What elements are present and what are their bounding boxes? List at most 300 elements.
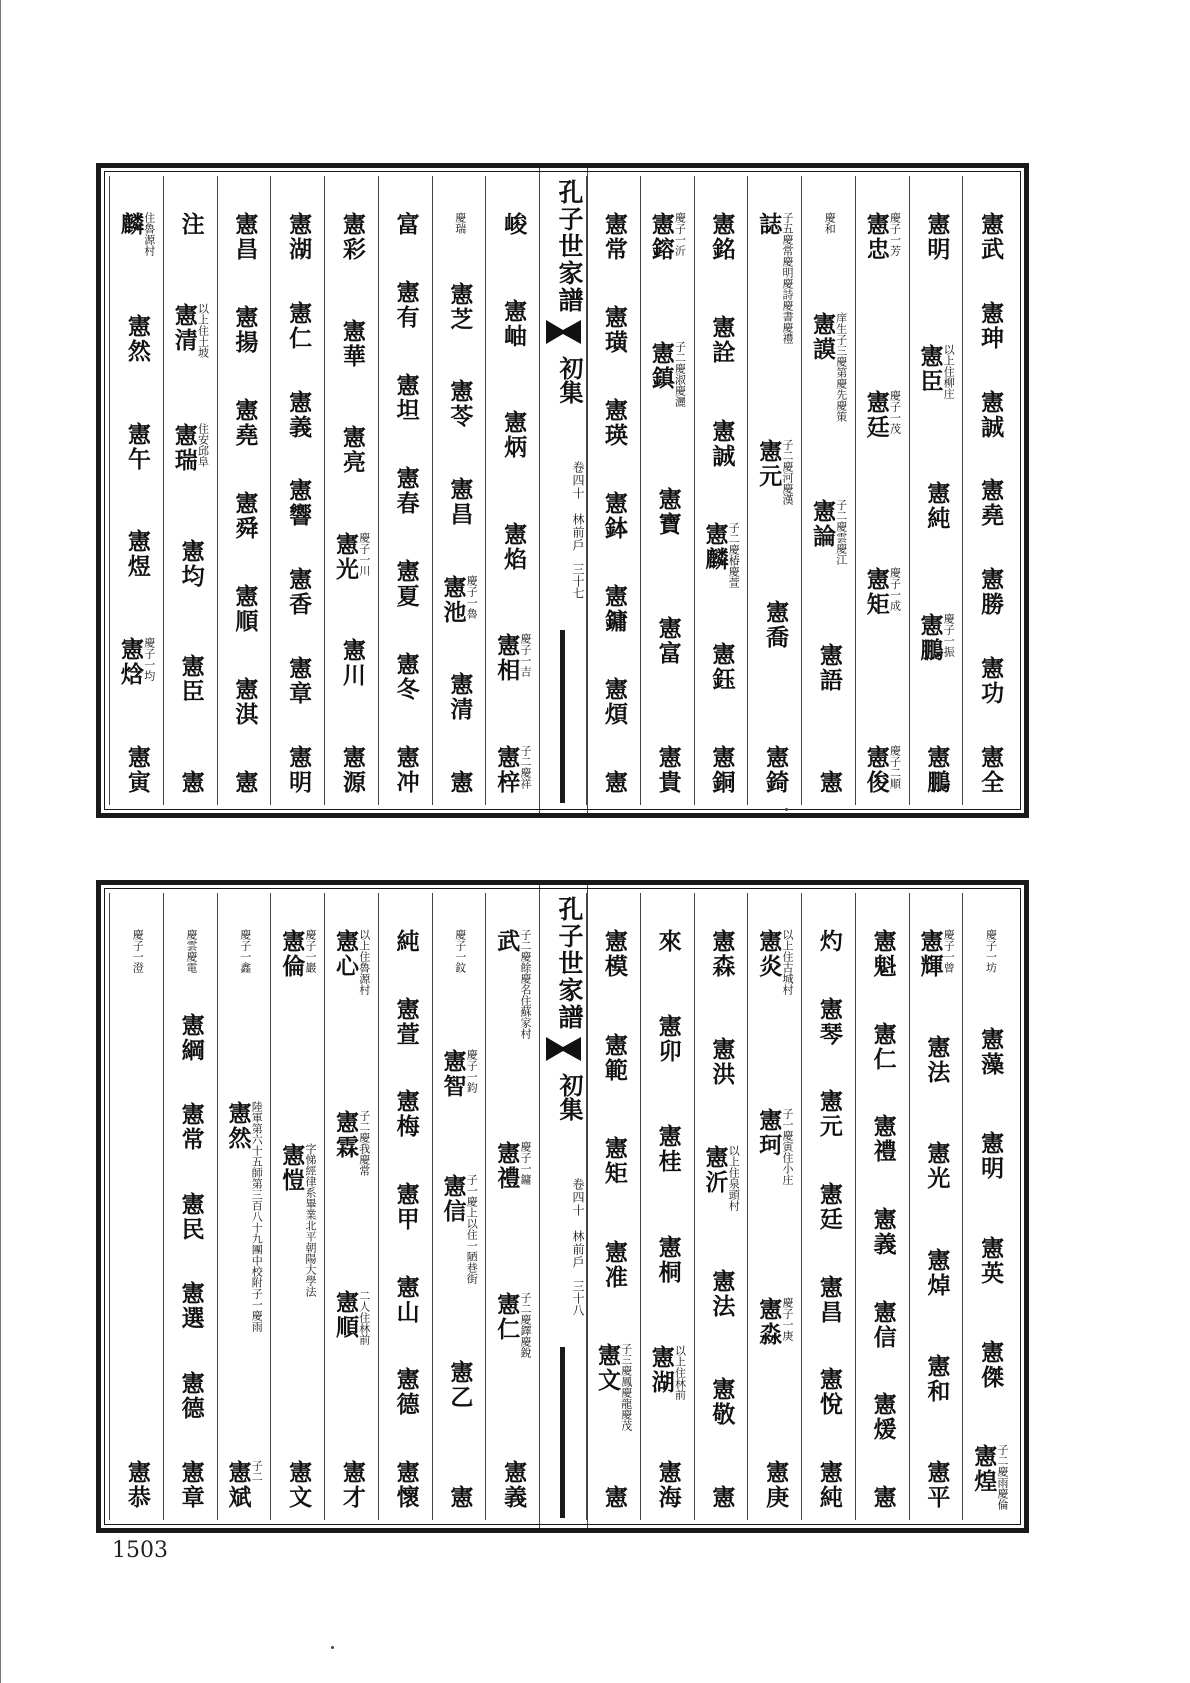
- person-name: 憲錡: [762, 745, 789, 795]
- person-name: 灼: [815, 929, 842, 954]
- register-column: [640, 893, 694, 1520]
- person-name: 憲倫: [278, 929, 305, 979]
- genealogy-entry: [871, 1022, 894, 1072]
- column-entries: [802, 929, 855, 1510]
- genealogy-entry: [649, 1345, 686, 1400]
- genealogy-entry: [602, 1240, 625, 1290]
- genealogy-entry: [923, 1353, 950, 1404]
- register-column: [378, 893, 432, 1520]
- genealogy-entry: [756, 1108, 793, 1185]
- person-name: 憲甲: [392, 1181, 419, 1232]
- person-name: 憲心: [332, 929, 359, 979]
- page-number: 三十七: [571, 563, 585, 599]
- genealogy-entry: [394, 466, 417, 516]
- register-column: [324, 176, 378, 805]
- column-entries: [218, 212, 271, 795]
- genealogy-entry: [656, 1235, 679, 1285]
- person-name: 憲庚: [762, 1459, 789, 1510]
- annotation-note: 慶子一川: [357, 531, 371, 576]
- column-entries: [748, 929, 801, 1510]
- person-name: 憲藻: [977, 1027, 1004, 1078]
- person-name: 憲: [600, 770, 627, 795]
- column-entries: [164, 212, 217, 795]
- person-name: 憲昌: [231, 212, 258, 262]
- right-half: [586, 893, 1016, 1520]
- genealogy-entry: [817, 1089, 840, 1139]
- center-margin: [539, 885, 588, 1528]
- column-entries: [110, 212, 163, 795]
- genealogy-entry: [708, 744, 735, 795]
- genealogy-entry: [602, 1485, 625, 1510]
- person-name: 憲麟: [701, 522, 728, 573]
- genealogy-entry: [231, 584, 258, 634]
- genealogy-entry: [871, 1392, 894, 1442]
- genealogy-entry: [918, 929, 955, 979]
- genealogy-entry: [441, 575, 478, 625]
- person-name: 憲然: [123, 313, 150, 364]
- genealogy-entry: [595, 1343, 632, 1431]
- person-name: 憲禮: [869, 1114, 896, 1165]
- genealogy-entry: [708, 1485, 735, 1510]
- genealogy-entry: [708, 1037, 735, 1087]
- person-name: 憲准: [600, 1239, 627, 1290]
- genealogy-entry: [762, 600, 789, 650]
- person-name: 憲銅: [708, 744, 735, 795]
- genealogy-entry: [237, 929, 251, 973]
- genealogy-entry: [656, 616, 679, 666]
- genealogy-entry: [977, 300, 1004, 351]
- genealogy-entry: [340, 745, 363, 795]
- person-name: 憲語: [815, 642, 842, 693]
- person-name: 憲鏞: [600, 584, 627, 634]
- person-name: 憲章: [285, 656, 312, 707]
- genealogy-entry: [333, 1110, 370, 1176]
- person-name: 麟: [117, 212, 144, 237]
- folio-number: 1503: [112, 1538, 168, 1563]
- annotation-note: 慶子一振: [942, 613, 956, 657]
- genealogy-entry: [918, 613, 955, 663]
- genealogy-entry: [923, 1247, 950, 1298]
- person-name: 憲純: [815, 1459, 842, 1510]
- genealogy-entry: [756, 212, 793, 344]
- person-name: 憲常: [177, 1102, 204, 1152]
- person-name: 憲揚: [231, 305, 258, 355]
- annotation-note: 慶子一吉: [518, 633, 532, 678]
- person-name: 憲俊: [862, 744, 889, 795]
- genealogy-entry: [179, 1371, 202, 1421]
- person-name: 憲湖: [647, 1344, 674, 1395]
- person-name: 憲淇: [231, 677, 258, 727]
- genealogy-entry: [279, 929, 316, 979]
- person-name: 憲傑: [977, 1339, 1004, 1390]
- genealogy-entry: [977, 1027, 1004, 1078]
- genealogy-entry: [179, 1102, 202, 1152]
- person-name: 憲沂: [701, 1145, 728, 1195]
- column-entries: [856, 212, 909, 795]
- genealogy-entry: [923, 481, 950, 531]
- person-name: 憲: [446, 769, 473, 795]
- genealogy-entry: [918, 344, 955, 399]
- person-name: 憲謨: [809, 311, 836, 362]
- register-column: [694, 176, 748, 805]
- genealogy-entry: [864, 745, 901, 795]
- genealogy-entry: [118, 212, 155, 256]
- person-name: 憲鉢: [600, 491, 627, 541]
- person-name: 憲海: [654, 1459, 681, 1510]
- margin-rule: [560, 630, 565, 803]
- person-name: 憲武: [977, 212, 1004, 262]
- genealogy-entry: [983, 929, 997, 973]
- volume-label: 卷四十 林前戶: [571, 1177, 585, 1269]
- annotation-note: 子二慶河慶漢: [780, 439, 794, 505]
- genealogy-entry: [817, 770, 840, 795]
- person-name: 憲瑞: [170, 423, 197, 474]
- annotation-note: 住魯源村: [142, 212, 156, 256]
- genealogy-entry: [231, 398, 258, 448]
- genealogy-entry: [179, 770, 202, 795]
- genealogy-entry: [446, 672, 473, 723]
- genealogy-entry: [285, 656, 312, 707]
- annotation-note: 子二慶雲慶江: [834, 499, 848, 565]
- genealogy-entry: [285, 478, 312, 529]
- genealogy-entry: [500, 1459, 527, 1510]
- person-name: 憲選: [177, 1281, 204, 1331]
- annotation-note: 慶子一鈞: [465, 1048, 479, 1093]
- genealogy-entry: [977, 1235, 1004, 1286]
- column-entries: [748, 212, 801, 795]
- person-name: 憲煜: [123, 529, 150, 580]
- person-name: 憲苓: [446, 379, 473, 430]
- register-column: [962, 893, 1016, 1520]
- genealogy-entry: [977, 567, 1004, 618]
- genealogy-entry: [656, 929, 679, 954]
- person-name: 來: [654, 929, 681, 954]
- genealogy-entry: [756, 1297, 793, 1347]
- register-column: [640, 176, 694, 805]
- person-name: 憲寅: [123, 744, 150, 795]
- column-entries: [802, 212, 855, 795]
- person-name: 憲清: [170, 302, 197, 353]
- person-name: 憲德: [177, 1370, 204, 1421]
- register-column: [586, 893, 640, 1520]
- annotation-note: 慶子一沂: [673, 212, 687, 256]
- genealogy-entry: [500, 410, 527, 461]
- annotation-note: 以上住柳庄: [942, 344, 956, 399]
- person-name: 憲香: [285, 567, 312, 618]
- register-column: [378, 176, 432, 805]
- register-column: [432, 893, 486, 1520]
- genealogy-entry: [649, 212, 686, 262]
- genealogy-entry: [441, 1049, 478, 1099]
- register-column: [962, 176, 1016, 805]
- annotation-note: 子五慶常慶明慶詩慶書慶禮: [780, 212, 794, 344]
- genealogy-entry: [656, 1124, 679, 1174]
- annotation-note: 慶子一魯: [465, 574, 479, 619]
- person-name: 憲魁: [869, 929, 896, 979]
- annotation-note: 住安邱阜: [196, 423, 210, 468]
- genealogy-entry: [340, 212, 363, 262]
- genealogy-entry: [864, 390, 901, 440]
- genealogy-entry: [125, 529, 148, 579]
- genealogy-entry: [394, 652, 417, 702]
- register-column: [432, 176, 486, 805]
- register-column: [801, 893, 855, 1520]
- person-name: 憲炳: [500, 410, 527, 461]
- annotation-note: 慶子一茂: [888, 389, 902, 434]
- register-column: [694, 893, 748, 1520]
- person-name: 憲冬: [392, 652, 419, 702]
- person-name: 憲光: [332, 531, 359, 582]
- genealogy-entry: [446, 281, 473, 332]
- genealogy-entry: [602, 1033, 625, 1083]
- genealogy-entry: [446, 379, 473, 430]
- right-half: [586, 176, 1016, 805]
- column-entries: [695, 212, 748, 795]
- person-name: 武: [493, 929, 520, 954]
- genealogy-entry: [179, 212, 202, 237]
- person-name: 誌: [755, 212, 782, 237]
- person-name: 憲卯: [654, 1014, 681, 1065]
- person-name: 憲才: [338, 1459, 365, 1510]
- person-name: 憲鎮: [647, 341, 674, 392]
- person-name: 憲論: [809, 499, 836, 549]
- person-name: 憲煌: [970, 1443, 997, 1494]
- person-name: 憲義: [500, 1459, 527, 1510]
- person-name: 憲珅: [977, 300, 1004, 351]
- genealogy-entry: [656, 487, 679, 537]
- annotation-note: 慶和: [823, 212, 837, 234]
- column-entries: [110, 929, 163, 1510]
- series-name: 初集: [555, 1073, 583, 1121]
- register-column: [909, 893, 963, 1520]
- person-name: 憲彩: [338, 212, 365, 262]
- person-name: 憲和: [923, 1353, 950, 1404]
- person-name: 憲禮: [493, 1140, 520, 1191]
- genealogy-entry: [333, 929, 370, 995]
- person-name: 憲乙: [446, 1359, 473, 1410]
- column-entries: [641, 929, 694, 1510]
- left-half: [109, 176, 539, 805]
- genealogy-entry: [971, 1444, 1008, 1510]
- person-name: 憲順: [332, 1290, 359, 1341]
- person-name: 憲桂: [654, 1124, 681, 1175]
- register-column: [855, 176, 909, 805]
- person-name: 憲池: [439, 574, 466, 625]
- person-name: 憲信: [439, 1174, 466, 1224]
- genealogy-entry: [179, 1192, 202, 1242]
- column-entries: [164, 929, 217, 1510]
- genealogy-entry: [871, 1300, 894, 1350]
- person-name: 憲炎: [755, 929, 782, 979]
- person-name: 憲湖: [285, 212, 312, 262]
- person-name: 憲森: [708, 929, 735, 979]
- genealogy-entry: [923, 1459, 950, 1510]
- person-name: 憲均: [177, 538, 204, 589]
- register-column: [270, 176, 324, 805]
- genealogy-entry: [656, 1460, 679, 1510]
- genealogy-entry: [130, 929, 144, 973]
- genealogy-entry: [602, 212, 625, 262]
- person-name: 憲清: [446, 672, 473, 723]
- genealogy-entry: [708, 418, 735, 469]
- genealogy-entry: [394, 1367, 417, 1417]
- genealogy-entry: [446, 1485, 473, 1510]
- person-name: 憲元: [755, 439, 782, 489]
- genealogy-entry: [394, 745, 417, 795]
- register-page-38: [96, 880, 1029, 1533]
- annotation-note: 慶子一坊: [984, 929, 998, 973]
- person-name: 憲功: [977, 656, 1004, 707]
- person-name: 憲元: [815, 1089, 842, 1140]
- left-half: [109, 893, 539, 1520]
- genealogy-entry: [394, 1182, 417, 1232]
- genealogy-entry: [394, 929, 417, 954]
- fish-tail-mark-icon: [545, 318, 582, 346]
- person-name: 憲坦: [392, 373, 419, 423]
- genealogy-entry: [285, 300, 312, 351]
- center-margin: [539, 168, 588, 813]
- genealogy-entry: [708, 315, 735, 366]
- person-name: 憲焯: [923, 1247, 950, 1298]
- genealogy-entry: [394, 1460, 417, 1510]
- genealogy-entry: [500, 521, 527, 572]
- person-name: 憲敬: [708, 1377, 735, 1427]
- genealogy-entry: [394, 997, 417, 1047]
- annotation-note: 慶子一成: [888, 567, 902, 612]
- register-column: [485, 176, 539, 805]
- scan-speck: [331, 1646, 334, 1649]
- register-column: [109, 176, 163, 805]
- genealogy-entry: [340, 425, 363, 475]
- person-name: 憲仁: [285, 300, 312, 351]
- person-name: 憲春: [392, 466, 419, 516]
- genealogy-entry: [923, 1141, 950, 1192]
- genealogy-entry: [118, 637, 155, 687]
- person-name: 憲綱: [177, 1012, 204, 1063]
- annotation-note: 慶瑞: [453, 212, 467, 234]
- person-name: 憲午: [123, 421, 150, 472]
- register-column: [163, 176, 217, 805]
- annotation-note: 慶子一芳: [888, 212, 902, 256]
- genealogy-entry: [494, 745, 531, 795]
- genealogy-entry: [333, 532, 370, 582]
- annotation-note: 子二慶我慶常: [357, 1109, 371, 1176]
- genealogy-entry: [762, 1459, 789, 1510]
- person-name: 憲誠: [977, 389, 1004, 440]
- genealogy-entry: [864, 567, 901, 617]
- annotation-note: 字悌經律系畢業北平朝陽大學法: [303, 1142, 317, 1297]
- person-name: 憲鵬: [923, 745, 950, 795]
- genealogy-entry: [871, 1485, 894, 1510]
- annotation-note: 子二慶椿慶萱: [727, 522, 741, 589]
- column-entries: [695, 929, 748, 1510]
- genealogy-entry: [977, 656, 1004, 707]
- genealogy-entry: [822, 212, 836, 234]
- person-name: 憲珂: [755, 1107, 782, 1158]
- person-name: 憲全: [977, 744, 1004, 795]
- register-column: [586, 176, 640, 805]
- person-name: 憲: [177, 769, 204, 795]
- register-column: [109, 893, 163, 1520]
- register-column: [217, 176, 271, 805]
- register-column: [485, 893, 539, 1520]
- genealogy-entry: [340, 1460, 363, 1510]
- person-name: 憲響: [285, 478, 312, 529]
- genealogy-entry: [452, 929, 466, 973]
- genealogy-entry: [441, 1174, 478, 1284]
- person-name: 憲洪: [708, 1037, 735, 1087]
- person-name: 憲光: [923, 1141, 950, 1192]
- genealogy-entry: [231, 305, 258, 355]
- genealogy-entry: [817, 1182, 840, 1232]
- person-name: 憲琴: [815, 996, 842, 1047]
- genealogy-entry: [602, 770, 625, 795]
- person-name: 憲鎔: [647, 212, 674, 262]
- genealogy-entry: [817, 997, 840, 1047]
- genealogy-entry: [179, 1460, 202, 1510]
- genealogy-entry: [394, 1275, 417, 1325]
- annotation-note: 慶子一巖: [303, 929, 317, 973]
- person-name: 憲舜: [231, 491, 258, 541]
- annotation-note: 以上住泉頭村: [727, 1145, 741, 1211]
- column-entries: [271, 212, 324, 795]
- person-name: 富: [392, 212, 419, 237]
- column-entries: [433, 212, 486, 795]
- genealogy-entry: [179, 1281, 202, 1331]
- genealogy-entry: [500, 212, 527, 237]
- genealogy-entry: [285, 212, 312, 262]
- genealogy-entry: [810, 312, 847, 422]
- genealogy-entry: [708, 641, 735, 692]
- genealogy-entry: [172, 423, 209, 473]
- person-name: 憲瑛: [600, 398, 627, 448]
- column-entries: [856, 929, 909, 1510]
- person-name: 憲智: [439, 1048, 466, 1099]
- genealogy-entry: [708, 929, 735, 979]
- person-name: 憲文: [285, 1460, 312, 1510]
- person-name: 憲鵬: [916, 613, 943, 663]
- genealogy-entry: [864, 212, 901, 262]
- register-column: [801, 176, 855, 805]
- annotation-note: 庠生子三慶第慶先慶策: [834, 311, 848, 422]
- person-name: 憲富: [654, 615, 681, 666]
- genealogy-entry: [923, 212, 950, 262]
- genealogy-entry: [125, 745, 148, 795]
- person-name: 憲矩: [862, 567, 889, 618]
- column-entries: [587, 929, 640, 1510]
- person-name: 憲桐: [654, 1234, 681, 1285]
- genealogy-entry: [179, 1013, 202, 1063]
- person-name: 憲明: [923, 212, 950, 262]
- person-name: 憲有: [392, 280, 419, 330]
- person-name: 憲懷: [392, 1459, 419, 1510]
- person-name: 憲: [815, 770, 842, 795]
- column-entries: [910, 212, 963, 795]
- annotation-note: 子一慶寅住小庄: [780, 1107, 794, 1185]
- person-name: 憲焓: [117, 637, 144, 688]
- column-entries: [433, 929, 486, 1510]
- column-entries: [379, 929, 432, 1510]
- person-name: 注: [177, 212, 204, 237]
- person-name: 憲仁: [869, 1021, 896, 1072]
- genealogy-entry: [602, 929, 625, 979]
- person-name: 憲英: [977, 1235, 1004, 1286]
- annotation-note: 以上住魯源村: [357, 929, 371, 995]
- person-name: 憲冲: [392, 745, 419, 795]
- genealogy-entry: [285, 389, 312, 440]
- genealogy-entry: [394, 212, 417, 237]
- annotation-note: 陸軍第六十五師第三百八十九團中校附子一慶雨: [250, 1101, 264, 1332]
